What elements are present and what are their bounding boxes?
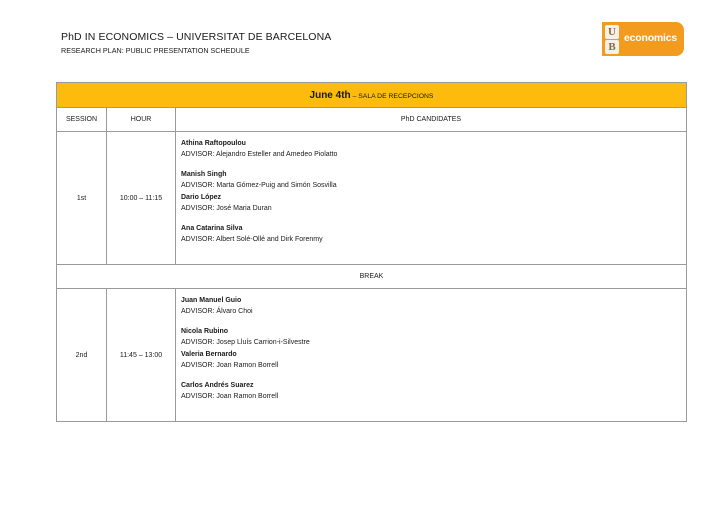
session-hour: 11:45 – 13:00 (107, 289, 176, 422)
candidate-advisor: ADVISOR: Álvaro Choi (181, 308, 253, 315)
column-header-hour: HOUR (107, 108, 176, 132)
candidate-name: Athina Raftopoulou (181, 140, 246, 147)
break-row (57, 265, 687, 289)
schedule-venue: – SALA DE RECEPCIONS (352, 92, 434, 100)
candidate-name: Nicola Rubino (181, 328, 229, 335)
candidate-advisor: ADVISOR: Joan Ramon Borrell (181, 393, 279, 400)
candidate-entry (181, 192, 686, 214)
session-row (57, 132, 687, 265)
logo-letter-u: U (605, 25, 619, 39)
logo-wordmark: economics (624, 32, 678, 44)
candidate-entry (181, 326, 686, 348)
candidate-entry (181, 295, 686, 317)
candidate-name: Dario López (181, 194, 222, 201)
schedule-table (56, 82, 687, 422)
column-header-session: SESSION (57, 108, 107, 132)
candidate-entry (181, 138, 686, 160)
candidate-name: Manish Singh (181, 171, 227, 178)
ub-economics-logo (602, 22, 684, 56)
candidate-entry (181, 380, 686, 402)
session-label: 2nd (57, 289, 107, 422)
day-header-cell (57, 83, 687, 108)
break-label: BREAK (57, 265, 687, 289)
candidates-cell (176, 289, 687, 422)
candidate-entry (181, 349, 686, 371)
session-row (57, 289, 687, 422)
candidate-advisor: ADVISOR: Joan Ramon Borrell (181, 362, 279, 369)
document-subtitle: RESEARCH PLAN: PUBLIC PRESENTATION SCHEDULE (61, 46, 250, 55)
candidate-advisor: ADVISOR: Marta Gómez-Puig and Simón Sosvilla (181, 182, 337, 189)
candidate-entry (181, 223, 686, 245)
column-header-row (57, 108, 687, 132)
session-hour: 10:00 – 11:15 (107, 132, 176, 265)
candidate-advisor: ADVISOR: Alejandro Esteller and Amedeo Piolatto (181, 151, 338, 158)
document-title: PhD IN ECONOMICS – UNIVERSITAT DE BARCELONA (61, 31, 332, 43)
candidate-advisor: ADVISOR: Albert Solé-Ollé and Dirk Forenmy (181, 236, 323, 243)
day-header-row (57, 83, 687, 108)
candidate-name: Juan Manuel Guio (181, 297, 242, 304)
candidate-name: Carlos Andrés Suarez (181, 382, 254, 389)
column-header-candidates: PhD CANDIDATES (176, 108, 687, 132)
logo-letter-b: B (605, 40, 619, 54)
candidate-advisor: ADVISOR: Josep Lluís Carrion-i-Silvestre (181, 339, 310, 346)
candidate-advisor: ADVISOR: José Maria Duran (181, 205, 272, 212)
candidates-cell (176, 132, 687, 265)
schedule-date: June 4th (309, 89, 351, 101)
session-label: 1st (57, 132, 107, 265)
candidate-name: Ana Catarina Silva (181, 225, 243, 232)
candidate-entry (181, 169, 686, 191)
candidate-name: Valeria Bernardo (181, 351, 237, 358)
